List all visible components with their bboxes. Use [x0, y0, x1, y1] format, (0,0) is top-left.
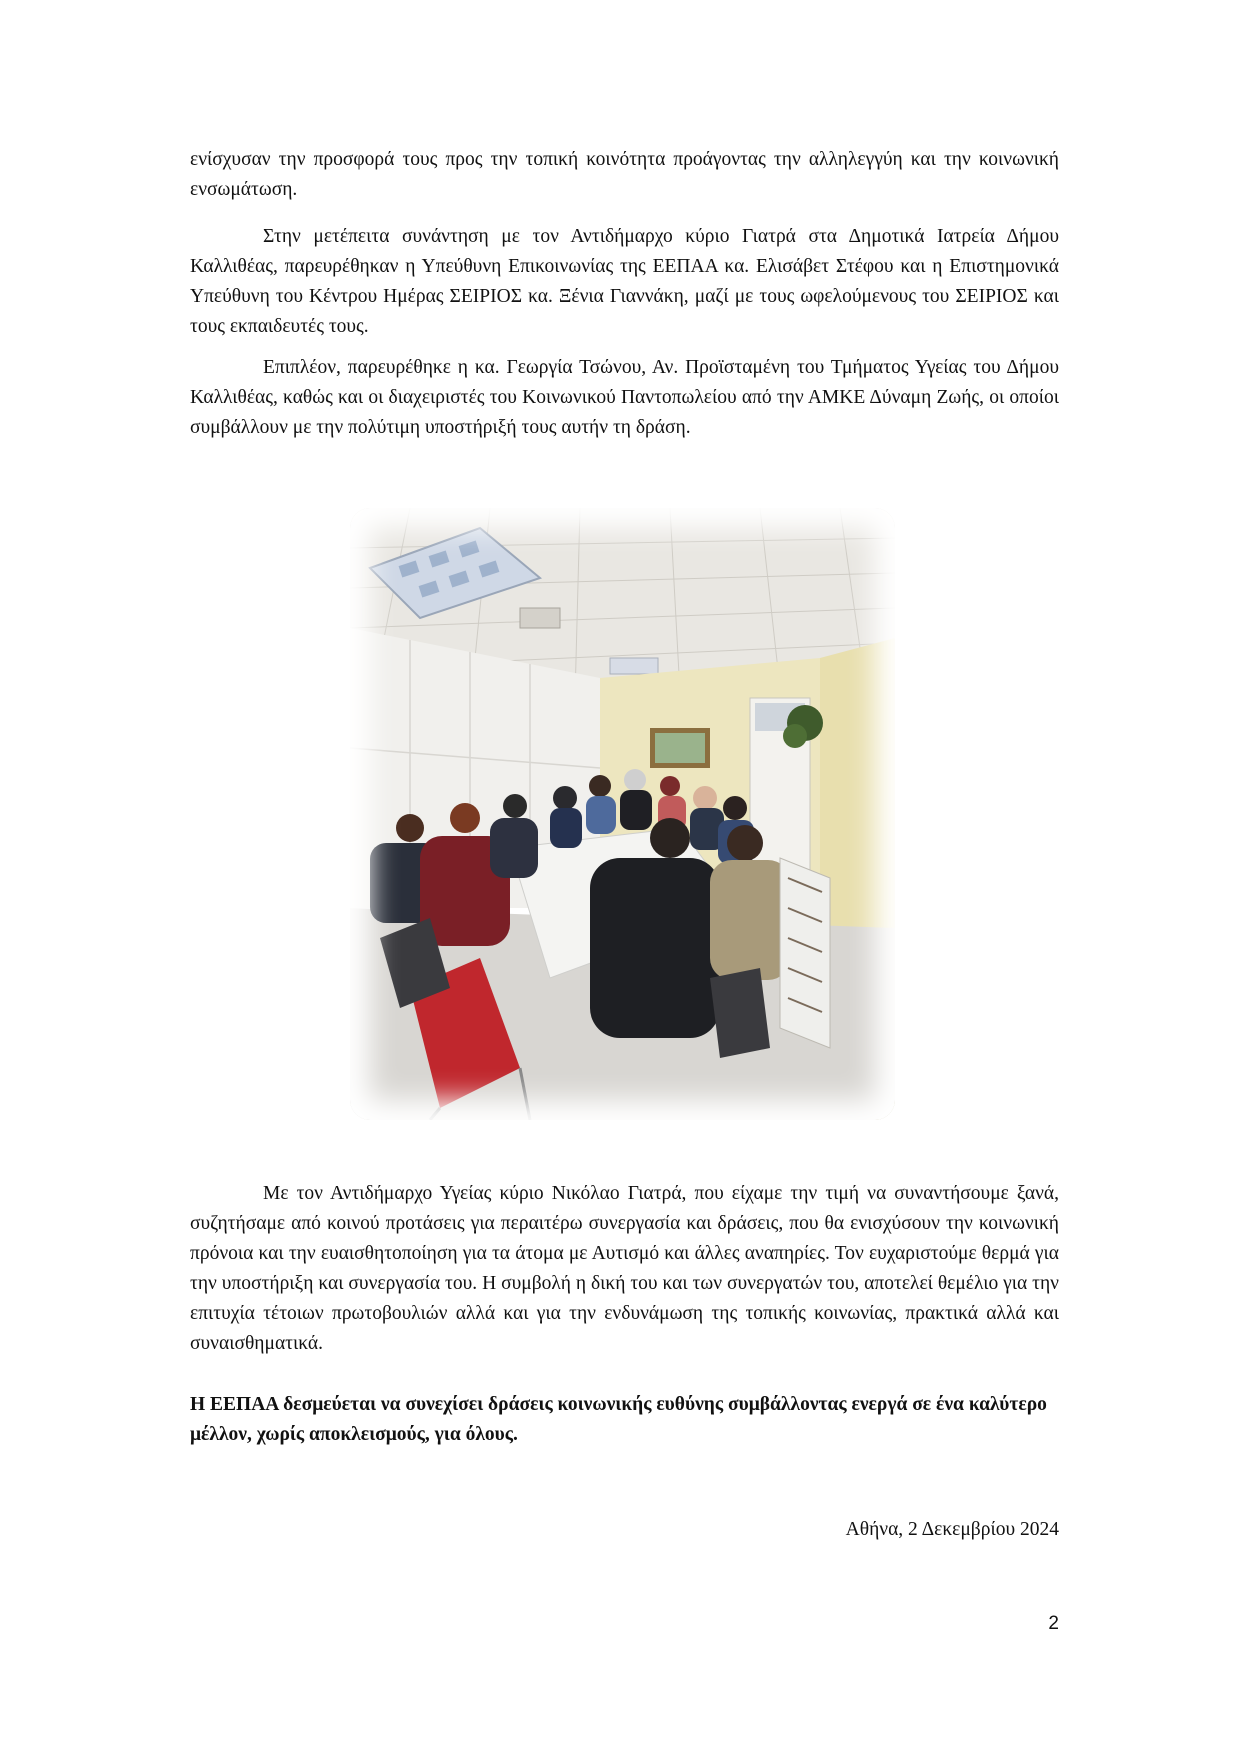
- paragraph-thanks: [190, 1179, 1059, 1359]
- paragraph-meeting-attendees: [190, 222, 1059, 342]
- paragraph-text: Στην μετέπειτα συνάντηση με τον Αντιδήμαρχο κύριο Γιατρά στα Δημοτικά Ιατρεία Δήμου Καλλιθέας, παρευρέθηκαν η Υπεύθυνη Επικοινωνίας της ΕΕΠΑΑ κα. Ελισάβετ Στέφου και η Επιστημονικά Υπεύθυνη του Κέντρου Ημέρας ΣΕΙΡΙΟΣ κα. Ξένια Γιαννάκη, μαζί με τους ωφελούμενους του ΣΕΙΡΙΟΣ και τους εκπαιδευτές τους.: [190, 226, 1059, 337]
- paragraph-commitment-bold: [190, 1390, 1059, 1450]
- paragraph-text: ενίσχυσαν την προσφορά τους προς την τοπική κοινότητα προάγοντας την αλληλεγγύη και την κοινωνική ενσωμάτωση.: [190, 149, 1059, 200]
- paragraph-text: Επιπλέον, παρευρέθηκε η κα. Γεωργία Τσώνου, Αν. Προϊσταμένη του Τμήματος Υγείας του Δήμου Καλλιθέας, καθώς και οι διαχειριστές του Κοινωνικού Παντοπωλείου από την ΑΜΚΕ Δύναμη Ζωής, οι οποίοι συμβάλλουν με την πολύτιμη υποστήριξή τους αυτήν τη δράση.: [190, 357, 1059, 438]
- document-date: Αθήνα, 2 Δεκεμβρίου 2024: [845, 1519, 1059, 1540]
- meeting-photo: [350, 508, 895, 1120]
- paragraph-text: Η ΕΕΠΑΑ δεσμεύεται να συνεχίσει δράσεις κοινωνικής ευθύνης συμβάλλοντας ενεργά σε ένα καλύτερο μέλλον, χωρίς αποκλεισμούς, για όλους.: [190, 1394, 1047, 1445]
- paragraph-additional-attendees: [190, 353, 1059, 443]
- paragraph-intro-continuation: [190, 145, 1059, 205]
- paragraph-text: Με τον Αντιδήμαρχο Υγείας κύριο Νικόλαο Γιατρά, που είχαμε την τιμή να συναντήσουμε ξανά, συζητήσαμε από κοινού προτάσεις για περαιτέρω συνεργασία και δράσεις, που θα ενισχύσουν την κοινωνική πρόνοια και την ευαισθητοποίηση για τα άτομα με Αυτισμό και άλλες αναπηρίες. Τον ευχαριστούμε θερμά για την υποστήριξη και συνεργασία του. Η συμβολή η δική του και των συνεργατών του, αποτελεί θεμέλιο για την επιτυχία τέτοιων πρωτοβουλιών αλλά και για την ενδυνάμωση της τοπικής κοινωνίας, πρακτικά αλλά και συναισθηματικά.: [190, 1183, 1059, 1354]
- page-number: 2: [1048, 1613, 1059, 1634]
